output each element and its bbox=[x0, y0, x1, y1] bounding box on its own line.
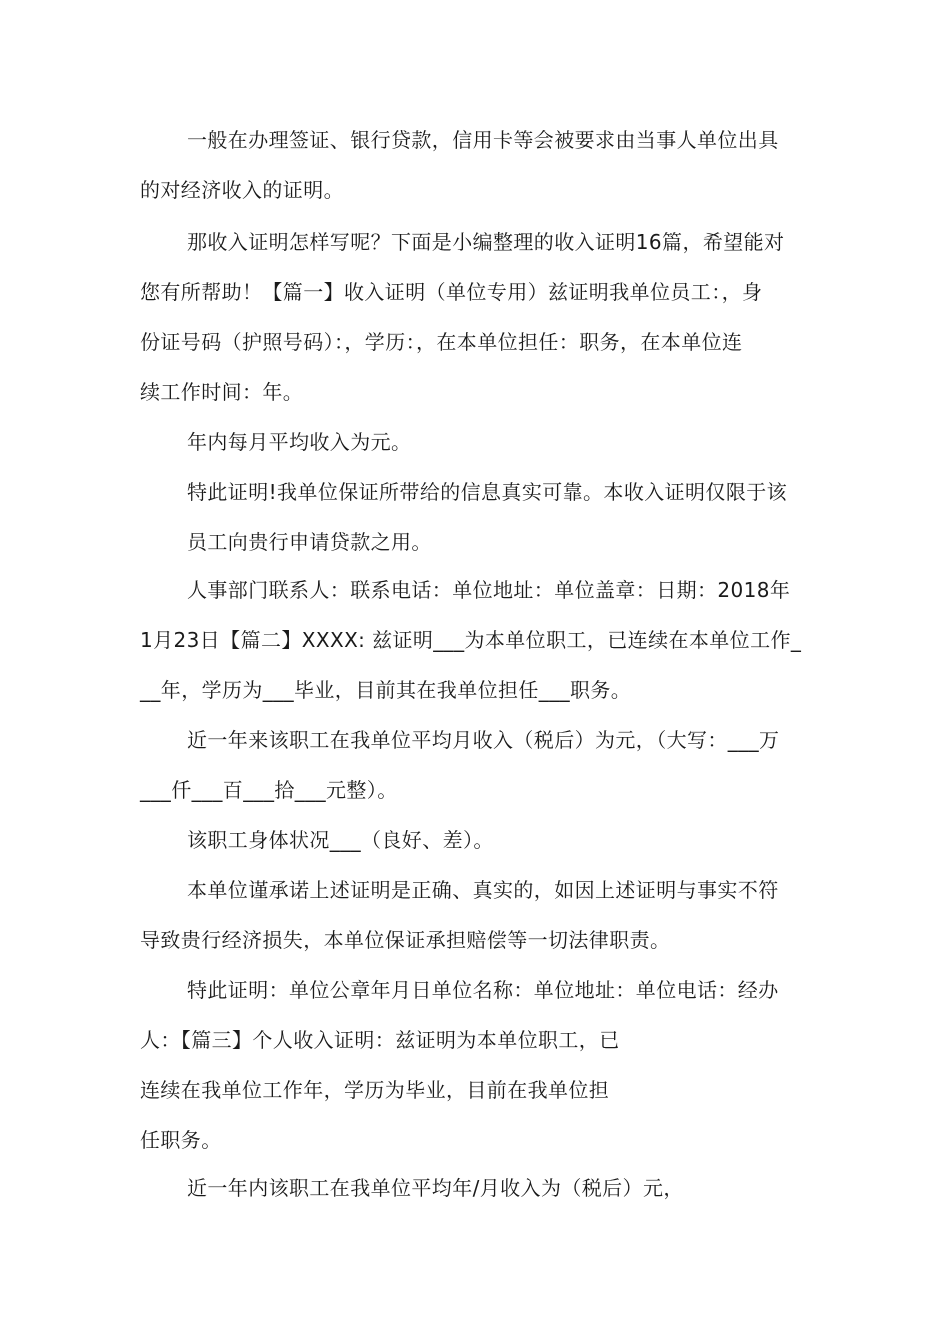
text-line: 1月23日【篇二】XXXX: 兹证明___为本单位职工，已连续在本单位工作_ bbox=[140, 628, 802, 652]
text-line: 的对经济收入的证明。 bbox=[140, 178, 344, 202]
text-line: 近一年来该职工在我单位平均月收入（税后）为元，（大写：___万 bbox=[187, 728, 780, 752]
text-line: 连续在我单位工作年，学历为毕业，目前在我单位担 bbox=[140, 1078, 610, 1102]
text-line: 份证号码（护照号码）：，学历：，在本单位担任：职务，在本单位连 bbox=[140, 330, 743, 354]
text-line: 导致贵行经济损失，本单位保证承担赔偿等一切法律职责。 bbox=[140, 928, 671, 952]
text-line: 人：【篇三】个人收入证明：兹证明为本单位职工，已 bbox=[140, 1028, 620, 1052]
text-line: 特此证明：单位公章年月日单位名称：单位地址：单位电话：经办 bbox=[187, 978, 779, 1002]
text-line: 员工向贵行申请贷款之用。 bbox=[187, 530, 432, 554]
text-line: 特此证明!我单位保证所带给的信息真实可靠。本收入证明仅限于该 bbox=[187, 480, 788, 504]
text-line: 本单位谨承诺上述证明是正确、真实的，如因上述证明与事实不符 bbox=[187, 878, 779, 902]
text-line: 该职工身体状况___（良好、差）。 bbox=[187, 828, 494, 852]
text-line: 一般在办理签证、银行贷款，信用卡等会被要求由当事人单位出具 bbox=[187, 128, 779, 152]
text-line: 任职务。 bbox=[140, 1128, 222, 1152]
text-line: __年，学历为___毕业，目前其在我单位担任___职务。 bbox=[140, 678, 632, 702]
text-line: 您有所帮助！【篇一】收入证明（单位专用）兹证明我单位员工：，身 bbox=[140, 280, 763, 304]
text-line: 那收入证明怎样写呢？下面是小编整理的收入证明16篇，希望能对 bbox=[187, 230, 785, 254]
text-line: ___仟___百___拾___元整）。 bbox=[140, 778, 398, 802]
text-line: 年内每月平均收入为元。 bbox=[187, 430, 412, 454]
text-line: 续工作时间：年。 bbox=[140, 380, 304, 404]
text-line: 人事部门联系人：联系电话：单位地址：单位盖章：日期：2018年 bbox=[187, 578, 791, 602]
text-line: 近一年内该职工在我单位平均年/月收入为（税后）元， bbox=[187, 1176, 684, 1200]
